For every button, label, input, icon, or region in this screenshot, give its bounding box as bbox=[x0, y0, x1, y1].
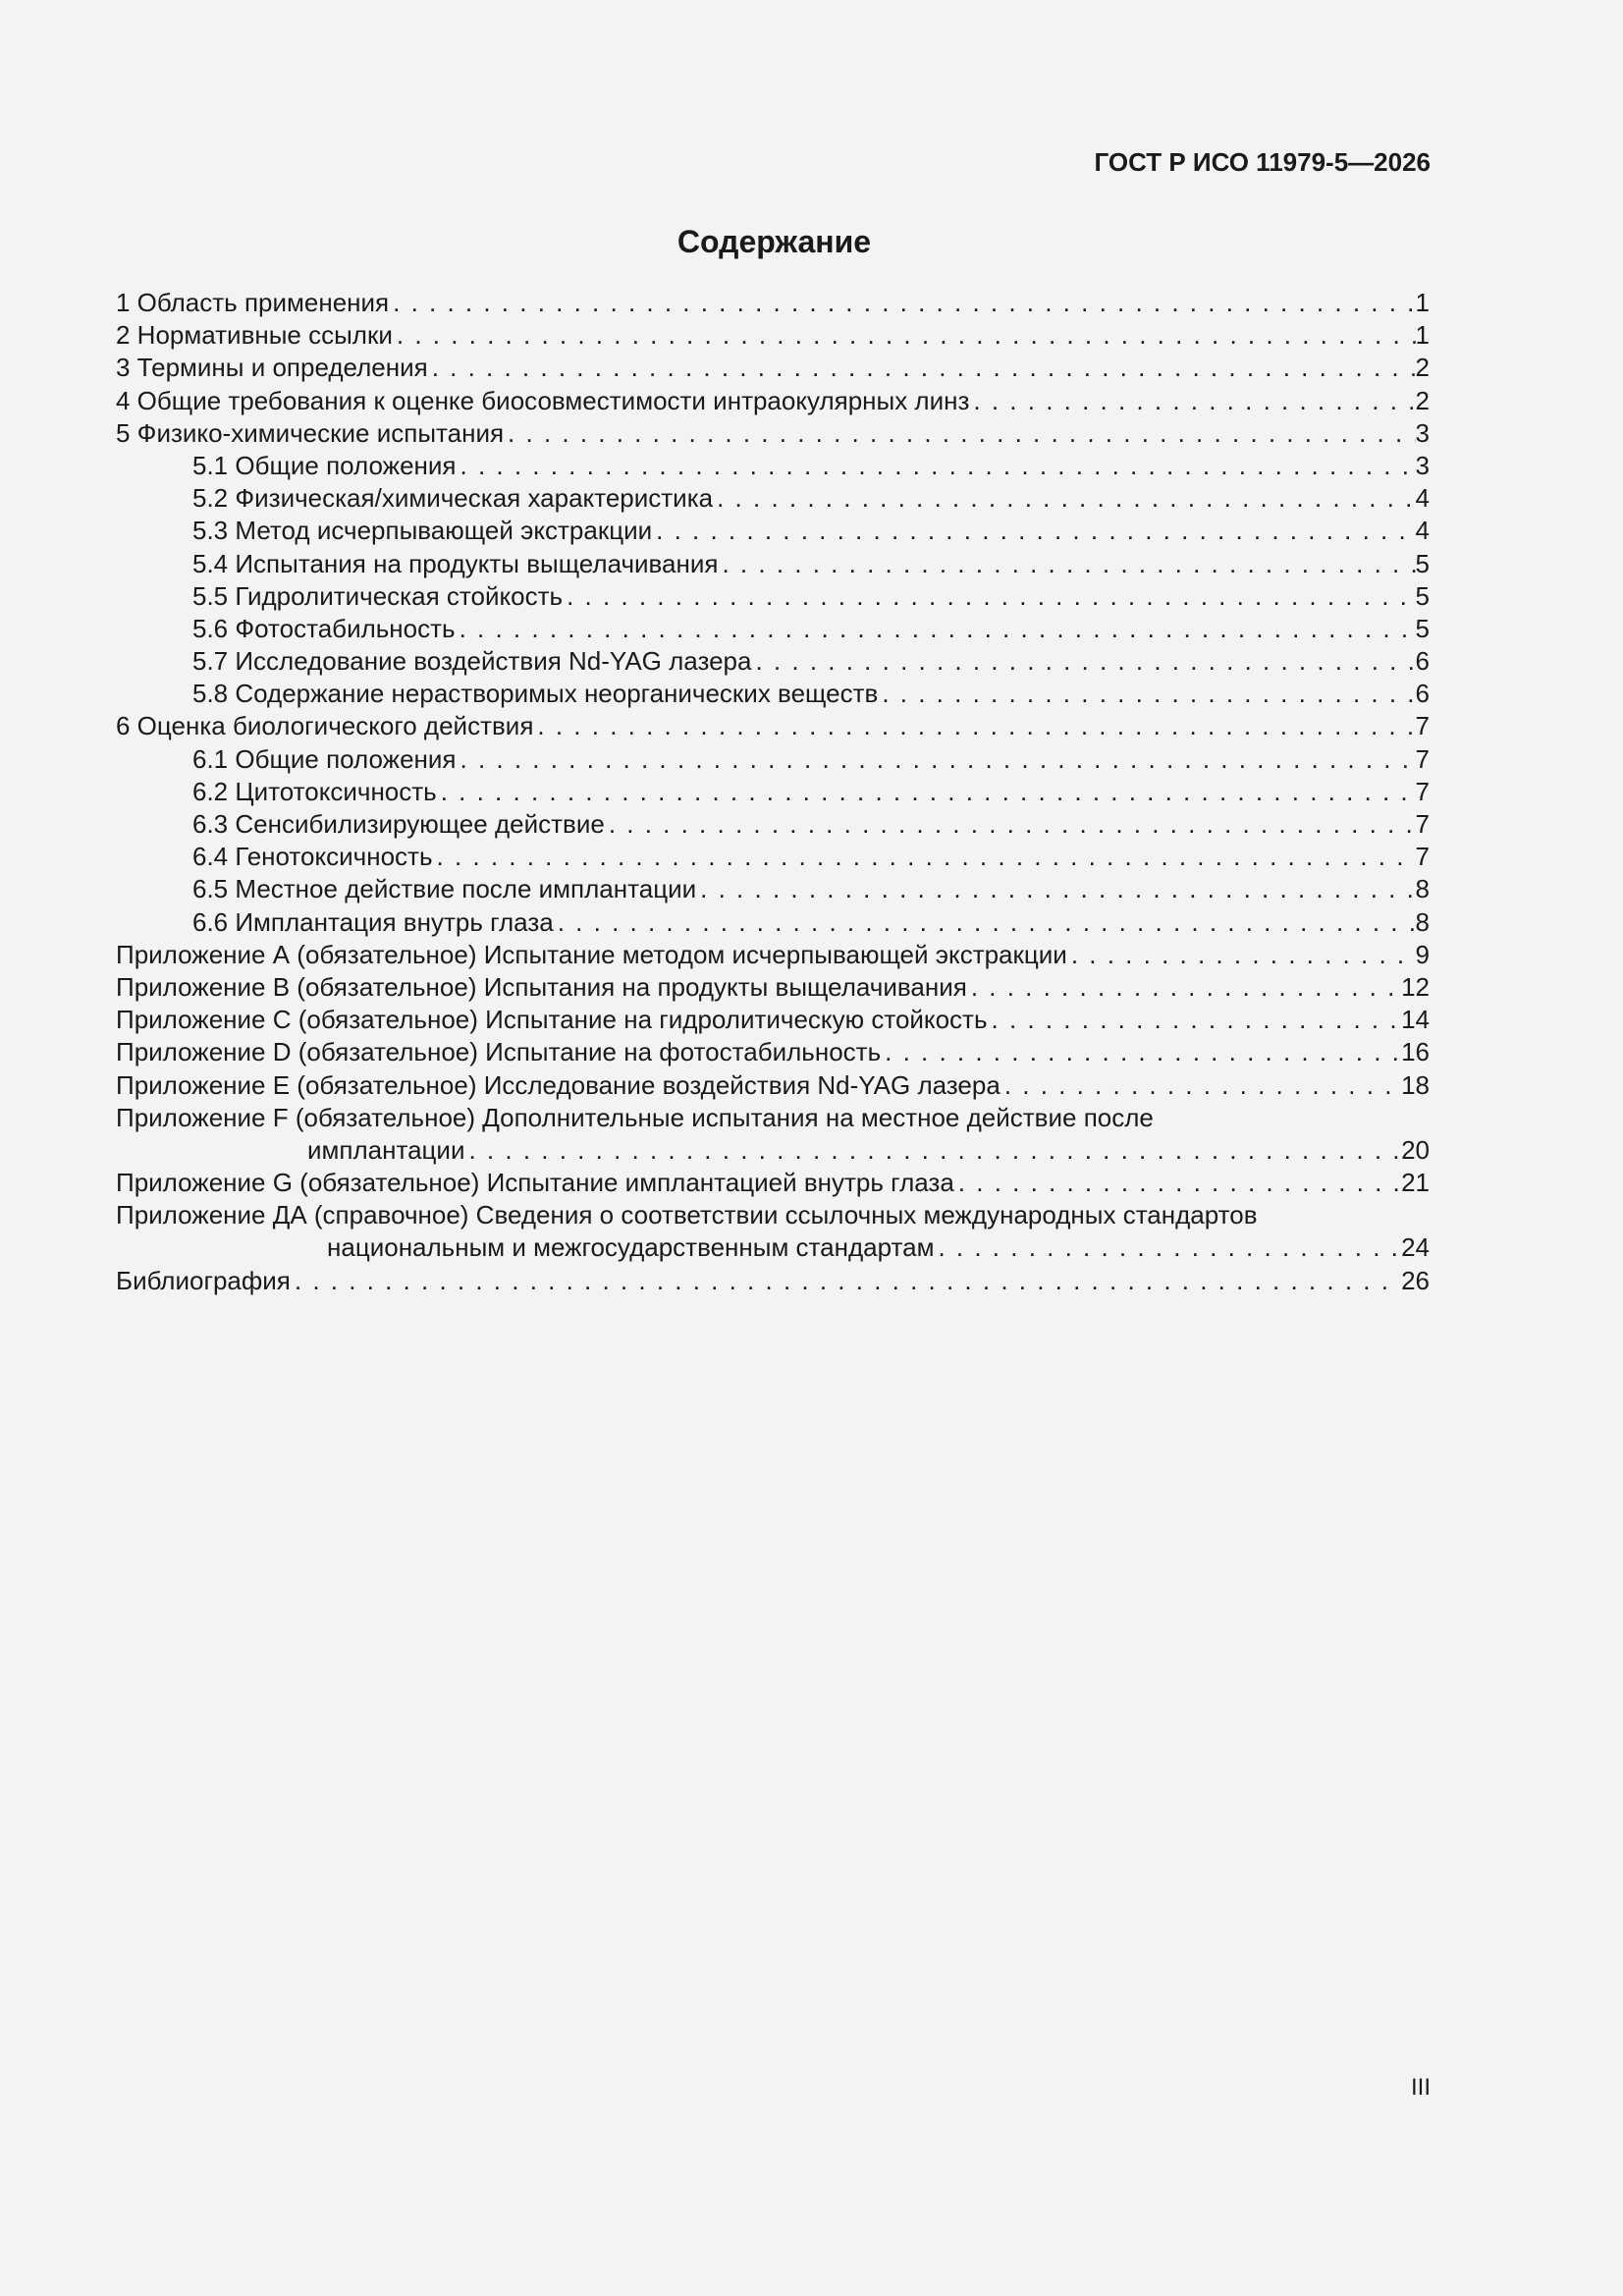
toc-entry-title: Приложение F (обязательное) Дополнительные испытания на местное действие после bbox=[116, 1102, 1154, 1132]
toc-entry[interactable] bbox=[116, 580, 1430, 613]
toc-dot-leader bbox=[433, 841, 1416, 873]
toc-entry-title: Приложение Е (обязательное) Исследование воздействия Nd-YAG лазера bbox=[116, 1069, 1001, 1100]
toc-entry[interactable] bbox=[116, 319, 1430, 352]
toc-entry-page: 7 bbox=[1415, 842, 1430, 872]
toc-entry-page: 14 bbox=[1401, 1005, 1430, 1035]
toc-entry[interactable] bbox=[116, 482, 1430, 515]
toc-dot-leader bbox=[457, 743, 1416, 776]
toc-entry[interactable] bbox=[116, 417, 1430, 450]
toc-dot-leader bbox=[504, 417, 1415, 450]
toc-dot-leader bbox=[456, 613, 1416, 645]
toc-dot-leader bbox=[457, 450, 1416, 482]
toc-dot-leader bbox=[533, 710, 1415, 742]
toc-entry[interactable] bbox=[116, 678, 1430, 710]
toc-entry-page: 12 bbox=[1401, 971, 1430, 1002]
toc-entry-title: 3 Термины и определения bbox=[116, 353, 428, 383]
toc-entry-page: 8 bbox=[1415, 874, 1430, 904]
toc-entry-page: 24 bbox=[1401, 1232, 1430, 1263]
table-of-contents bbox=[116, 287, 1430, 1297]
toc-entry-title: 6.3 Сенсибилизирующее действие bbox=[192, 809, 605, 839]
toc-entry-title: Библиография bbox=[116, 1265, 291, 1295]
toc-entry[interactable] bbox=[116, 385, 1430, 417]
toc-entry-page: 4 bbox=[1415, 516, 1430, 546]
toc-dot-leader bbox=[934, 1231, 1401, 1264]
toc-dot-leader bbox=[967, 971, 1401, 1004]
toc-entry-page: 5 bbox=[1415, 613, 1430, 643]
toc-dot-leader bbox=[437, 776, 1416, 808]
toc-entry-title: Приложение А (обязательное) Испытание методом исчерпывающей экстракции bbox=[116, 939, 1067, 969]
toc-entry[interactable] bbox=[116, 873, 1430, 905]
toc-entry[interactable] bbox=[116, 352, 1430, 384]
toc-entry-title: 6.6 Имплантация внутрь глаза bbox=[192, 906, 554, 937]
toc-entry[interactable] bbox=[116, 710, 1430, 742]
toc-entry-title: Приложение G (обязательное) Испытание имплантацией внутрь глаза bbox=[116, 1168, 954, 1198]
toc-entry-title: 6.1 Общие положения bbox=[192, 743, 457, 774]
toc-entry-page: 18 bbox=[1401, 1069, 1430, 1100]
toc-entry[interactable] bbox=[116, 1004, 1430, 1036]
toc-entry[interactable] bbox=[116, 1265, 1430, 1297]
toc-dot-leader bbox=[393, 319, 1416, 352]
toc-entry[interactable] bbox=[116, 287, 1430, 319]
toc-entry-title: 5.5 Гидролитическая стойкость bbox=[192, 580, 564, 611]
toc-entry-title: Приложение В (обязательное) Испытания на продукты выщелачивания bbox=[116, 971, 967, 1002]
toc-entry[interactable] bbox=[116, 939, 1430, 971]
toc-entry-page: 16 bbox=[1401, 1037, 1430, 1067]
toc-entry-title: Приложение D (обязательное) Испытание на фотостабильность bbox=[116, 1037, 882, 1067]
toc-entry-title: 4 Общие требования к оценке биосовместимости интраокулярных линз bbox=[116, 385, 970, 415]
toc-entry[interactable] bbox=[116, 1134, 1430, 1167]
toc-entry-page: 7 bbox=[1415, 711, 1430, 741]
toc-entry-title: Приложение ДА (справочное) Сведения о соответствии ссылочных международных стандартов bbox=[116, 1200, 1258, 1230]
toc-entry-title: 5.6 Фотостабильность bbox=[192, 613, 456, 643]
toc-dot-leader bbox=[878, 678, 1415, 710]
toc-dot-leader bbox=[389, 287, 1415, 319]
toc-entry-title: 5.7 Исследование воздействия Nd-YAG лазера bbox=[192, 646, 752, 677]
toc-entry[interactable] bbox=[116, 971, 1430, 1004]
toc-entry[interactable] bbox=[116, 515, 1430, 547]
toc-dot-leader bbox=[1067, 939, 1416, 971]
toc-entry-page: 5 bbox=[1415, 548, 1430, 578]
toc-entry[interactable] bbox=[116, 808, 1430, 841]
toc-entry-title: 5.1 Общие положения bbox=[192, 450, 457, 480]
toc-entry-page: 5 bbox=[1415, 580, 1430, 611]
document-code: ГОСТ Р ИСО 11979-5—2026 bbox=[1094, 147, 1431, 177]
toc-dot-leader bbox=[718, 548, 1415, 580]
toc-entry-page: 6 bbox=[1415, 646, 1430, 677]
toc-dot-leader bbox=[988, 1004, 1402, 1036]
toc-entry-title: имплантации bbox=[307, 1134, 465, 1165]
toc-entry[interactable] bbox=[116, 1069, 1430, 1102]
toc-dot-leader bbox=[291, 1265, 1401, 1297]
toc-entry-page: 3 bbox=[1415, 417, 1430, 448]
toc-entry[interactable] bbox=[116, 548, 1430, 580]
toc-entry-title: 5.8 Содержание нерастворимых неорганических веществ bbox=[192, 679, 879, 709]
toc-entry[interactable] bbox=[116, 613, 1430, 645]
toc-entry[interactable] bbox=[116, 776, 1430, 808]
page-number: III bbox=[1410, 2074, 1431, 2101]
toc-dot-leader bbox=[954, 1167, 1401, 1199]
toc-entry-page: 7 bbox=[1415, 809, 1430, 839]
page-title: Содержание bbox=[676, 224, 872, 259]
toc-entry-page: 20 bbox=[1401, 1134, 1430, 1165]
toc-dot-leader bbox=[652, 515, 1415, 547]
toc-dot-leader bbox=[969, 385, 1415, 417]
toc-entry-title: 5.2 Физическая/химическая характеристика bbox=[192, 483, 714, 514]
toc-dot-leader bbox=[696, 873, 1415, 905]
toc-entry[interactable] bbox=[116, 1036, 1430, 1068]
toc-entry-title: 5.4 Испытания на продукты выщелачивания bbox=[192, 548, 719, 578]
toc-entry[interactable] bbox=[116, 1199, 1430, 1231]
toc-dot-leader bbox=[1001, 1069, 1401, 1102]
toc-entry-page: 7 bbox=[1415, 776, 1430, 806]
toc-entry-title: 5 Физико-химические испытания bbox=[116, 417, 505, 448]
toc-entry-page: 8 bbox=[1415, 906, 1430, 937]
toc-entry-page: 4 bbox=[1415, 483, 1430, 514]
toc-entry-page: 2 bbox=[1415, 385, 1430, 415]
toc-entry-title: 6.5 Местное действие после имплантации bbox=[192, 874, 697, 904]
toc-dot-leader bbox=[563, 580, 1415, 613]
toc-entry-page: 9 bbox=[1415, 939, 1430, 969]
toc-entry[interactable] bbox=[116, 743, 1430, 776]
toc-entry[interactable] bbox=[116, 1167, 1430, 1199]
toc-entry-page: 6 bbox=[1415, 679, 1430, 709]
toc-entry-title: 6 Оценка биологического действия bbox=[116, 711, 534, 741]
toc-dot-leader bbox=[713, 482, 1415, 515]
toc-entry-page: 2 bbox=[1415, 353, 1430, 383]
toc-dot-leader bbox=[428, 352, 1416, 384]
toc-entry[interactable] bbox=[116, 450, 1430, 482]
toc-entry-page: 3 bbox=[1415, 450, 1430, 480]
toc-entry[interactable] bbox=[116, 1102, 1430, 1134]
toc-entry-title: национальным и межгосударственным стандартам bbox=[327, 1232, 935, 1263]
toc-entry-title: 2 Нормативные ссылки bbox=[116, 320, 393, 351]
toc-dot-leader bbox=[751, 645, 1415, 678]
toc-entry[interactable] bbox=[116, 1231, 1430, 1264]
toc-entry[interactable] bbox=[116, 645, 1430, 678]
toc-entry-page: 21 bbox=[1401, 1168, 1430, 1198]
toc-entry-title: 6.4 Генотоксичность bbox=[192, 842, 433, 872]
toc-entry-page: 1 bbox=[1415, 320, 1430, 351]
toc-entry[interactable] bbox=[116, 841, 1430, 873]
toc-entry-page: 26 bbox=[1401, 1265, 1430, 1295]
toc-dot-leader bbox=[881, 1036, 1401, 1068]
toc-entry-title: 5.3 Метод исчерпывающей экстракции bbox=[192, 516, 653, 546]
toc-dot-leader bbox=[605, 808, 1416, 841]
toc-entry[interactable] bbox=[116, 906, 1430, 939]
toc-entry-title: 6.2 Цитотоксичность bbox=[192, 776, 437, 806]
toc-entry-page: 7 bbox=[1415, 743, 1430, 774]
toc-entry-title: 1 Область применения bbox=[116, 288, 390, 317]
toc-entry-title: Приложение С (обязательное) Испытание на гидролитическую стойкость bbox=[116, 1005, 988, 1035]
toc-dot-leader bbox=[464, 1134, 1401, 1167]
toc-dot-leader bbox=[554, 906, 1416, 939]
toc-entry-page: 1 bbox=[1415, 288, 1430, 317]
